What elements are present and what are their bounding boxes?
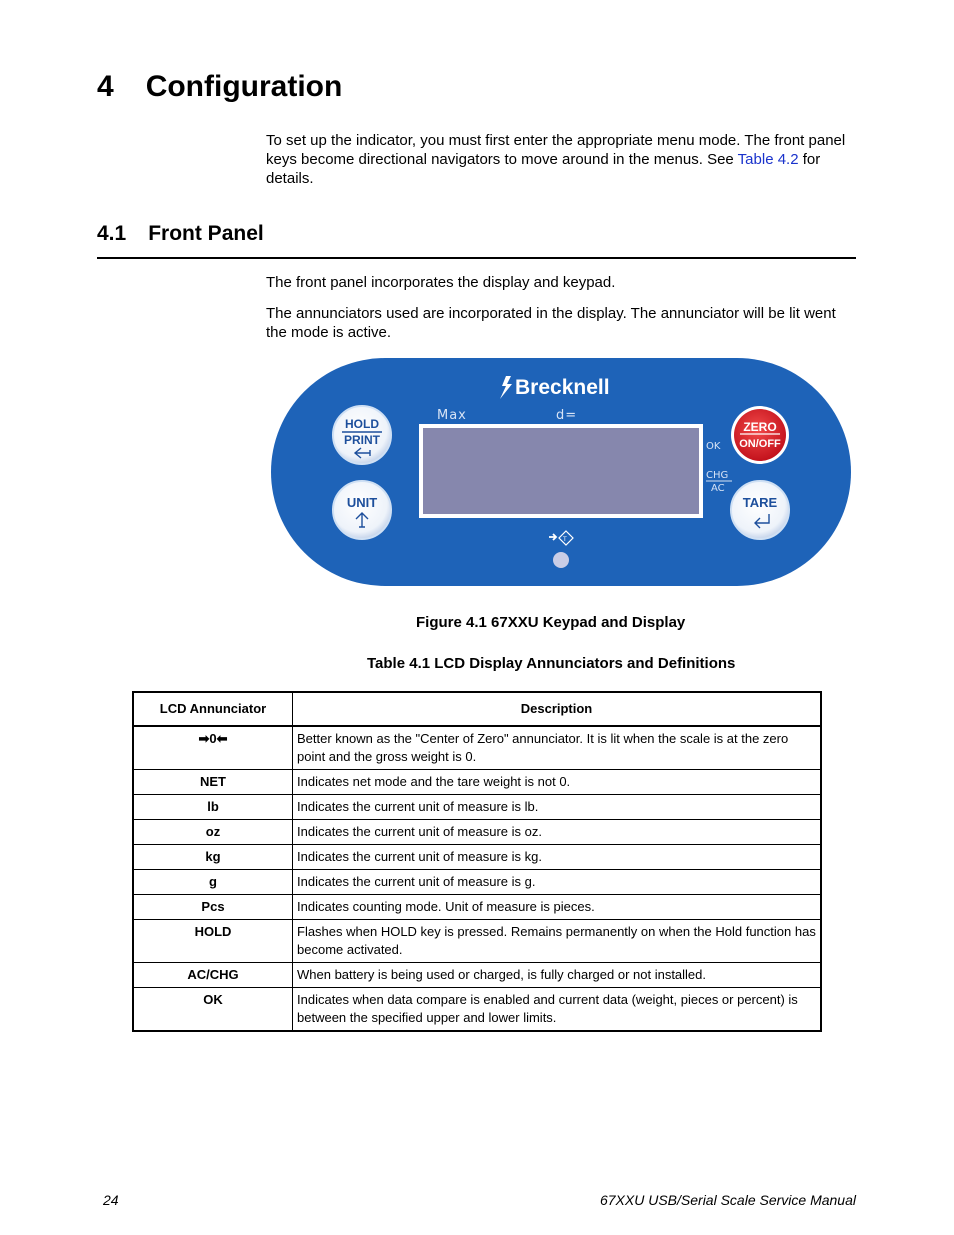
unit-key-label: UNIT <box>346 495 378 510</box>
annunciator-paragraph: The annunciators used are incorporated in the display. The annunciator will be lit went the mode is active. <box>266 305 836 341</box>
table-row <box>133 820 821 845</box>
table-row <box>133 988 821 1032</box>
annunciator-cell: OK <box>133 988 293 1032</box>
description-cell: Indicates when data compare is enabled and current data (weight, pieces or percent) is between the specified upper and lower limits. <box>293 988 822 1032</box>
annunciator-cell: HOLD <box>133 920 293 963</box>
table-4-2-link[interactable]: Table 4.2 <box>737 151 799 168</box>
description-cell: Indicates the current unit of measure is kg. <box>293 845 822 870</box>
brand-name: Brecknell <box>515 376 610 399</box>
annunciator-cell: NET <box>133 770 293 795</box>
section-heading <box>97 222 264 246</box>
d-label: d= <box>556 408 578 423</box>
section-title: Front Panel <box>148 222 264 245</box>
annunciator-cell: AC/CHG <box>133 963 293 988</box>
tare-key-label: TARE <box>742 495 778 510</box>
zero-indicator-led <box>553 552 569 568</box>
description-cell: Indicates net mode and the tare weight is not 0. <box>293 770 822 795</box>
svg-text:T: T <box>563 536 567 543</box>
table-row <box>133 770 821 795</box>
table-row <box>133 795 821 820</box>
footer-manual-title: 67XXU USB/Serial Scale Service Manual <box>599 1192 856 1208</box>
table-row <box>133 726 821 770</box>
description-cell: Better known as the "Center of Zero" annunciator. It is lit when the scale is at the zero point and the gross weight is 0. <box>293 726 822 770</box>
chg-label: CHG <box>706 470 729 481</box>
table-row <box>133 870 821 895</box>
front-panel-paragraph: The front panel incorporates the display and keypad. <box>266 274 616 291</box>
intro-text-end: for details. <box>266 151 821 187</box>
keypad-figure <box>270 357 852 587</box>
hold-key-label: HOLD <box>345 417 379 431</box>
table-row <box>133 920 821 963</box>
onoff-key-label: ON/OFF <box>739 438 781 450</box>
ac-label: AC <box>711 483 725 494</box>
print-key-label: PRINT <box>344 433 380 447</box>
chapter-title: Configuration <box>145 70 343 103</box>
table-row <box>133 963 821 988</box>
description-cell: Indicates the current unit of measure is oz. <box>293 820 822 845</box>
zero-onoff-key[interactable] <box>731 406 789 464</box>
table-caption: Table 4.1 LCD Display Annunciators and Definitions <box>367 655 736 672</box>
brecknell-logo <box>500 376 610 399</box>
intro-text: To set up the indicator, you must first enter the appropriate menu mode. The front panel keys become directional navigators to move around in the menus. See <box>266 132 846 168</box>
annunciator-cell: kg <box>133 845 293 870</box>
annunciator-cell: g <box>133 870 293 895</box>
annunciator-cell: oz <box>133 820 293 845</box>
intro-paragraph <box>266 131 858 188</box>
annunciator-cell: ➡0⬅ <box>133 726 293 770</box>
chapter-heading <box>97 70 342 104</box>
description-cell: Indicates the current unit of measure is g. <box>293 870 822 895</box>
zero-key-label: ZERO <box>743 420 777 434</box>
table-row <box>133 895 821 920</box>
tare-key[interactable] <box>731 481 789 539</box>
section-number: 4.1 <box>97 222 127 245</box>
table-row <box>133 845 821 870</box>
figure-caption: Figure 4.1 67XXU Keypad and Display <box>416 614 686 631</box>
unit-key[interactable] <box>333 481 391 539</box>
section-divider <box>97 257 856 259</box>
description-cell: Flashes when HOLD key is pressed. Remains permanently on when the Hold function has become activated. <box>293 920 822 963</box>
description-cell: Indicates the current unit of measure is lb. <box>293 795 822 820</box>
annunciator-cell: Pcs <box>133 895 293 920</box>
description-cell: When battery is being used or charged, is fully charged or not installed. <box>293 963 822 988</box>
annunciator-table <box>132 691 822 1032</box>
header-annunciator: LCD Annunciator <box>133 692 293 726</box>
description-cell: Indicates counting mode. Unit of measure is pieces. <box>293 895 822 920</box>
ok-label: OK <box>706 441 721 452</box>
header-description: Description <box>293 692 822 726</box>
hold-print-key[interactable] <box>333 406 391 464</box>
chapter-number: 4 <box>97 70 114 103</box>
annunciator-cell: lb <box>133 795 293 820</box>
footer-page-number: 24 <box>103 1192 119 1208</box>
max-label: Max <box>437 408 467 423</box>
table-header-row <box>133 692 821 726</box>
